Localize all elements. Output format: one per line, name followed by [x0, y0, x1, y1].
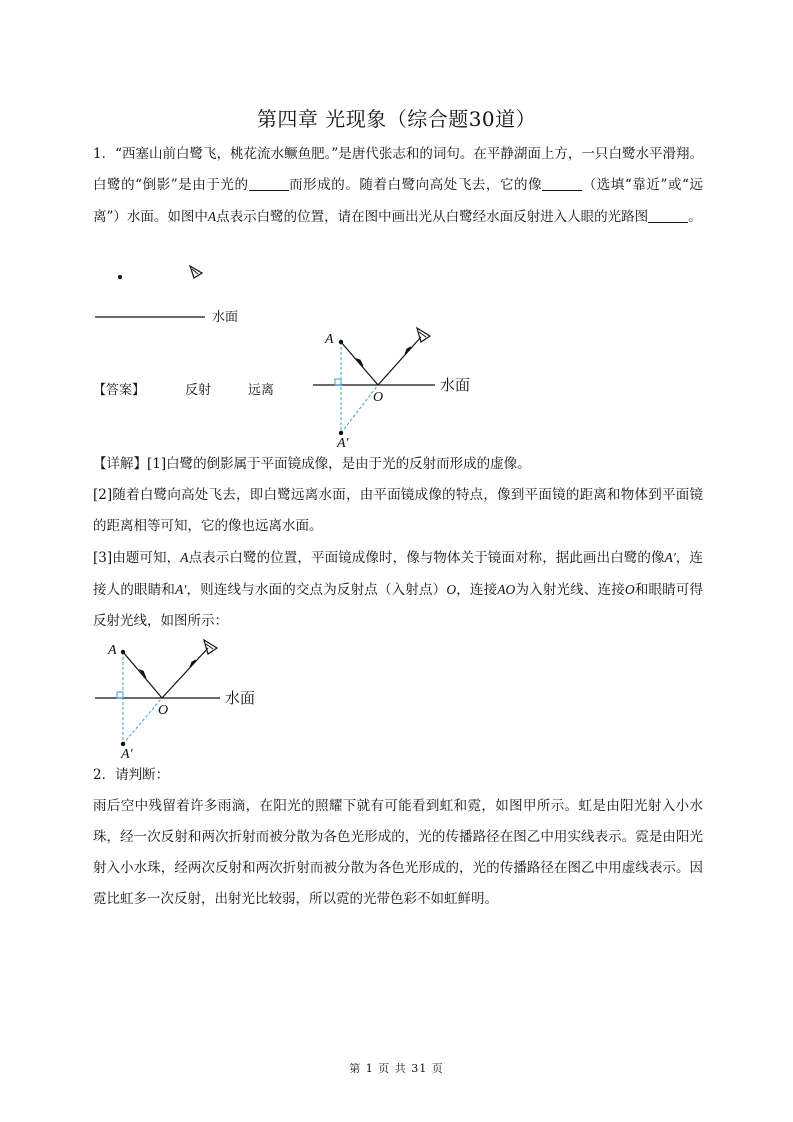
detail-3-c: ，连接人的眼睛和	[93, 550, 704, 598]
page-footer: 第 1 页 共 31 页	[349, 1062, 444, 1075]
q1-text-b: 而形成的。随着白鹭向高处飞去，它的像	[288, 177, 543, 193]
detail-figure	[90, 634, 270, 762]
detail-eye-icon	[204, 640, 217, 654]
answer-right-angle	[335, 379, 341, 385]
detail-2: [2]随着白鹭向高处飞去，即白鹭远离水面，由平面镜成像的特点，像到平面镜的距离和物体到平面镜的距离相等可知，它的像也远离水面。	[93, 487, 703, 534]
detail-right-angle	[117, 692, 123, 698]
detail-point-a2	[121, 742, 125, 746]
answer-reflected-ray	[378, 337, 421, 385]
egret-point	[118, 275, 122, 279]
question-2-title: 2．请判断：	[93, 767, 170, 783]
q1-blank-3	[648, 208, 688, 223]
answer-label-a2: A′	[337, 436, 349, 451]
detail-3-a: [3]由题可知，	[93, 550, 181, 566]
detail-3-v4: O	[446, 582, 457, 597]
q1-blank-2	[542, 176, 582, 191]
detail-3-e: ，连接	[456, 582, 498, 598]
detail-3-v3: A′	[175, 582, 187, 597]
water-label: 水面	[212, 309, 239, 324]
question-1	[93, 139, 703, 233]
answer-point-a	[339, 340, 343, 344]
q1-text-e: 。	[688, 209, 702, 225]
detail-3-v5: AO	[497, 582, 516, 597]
answer-incident-ray	[341, 342, 378, 385]
detail-incident-ray	[123, 652, 162, 698]
detail-label-o: O	[158, 703, 169, 718]
page-title: 第四章 光现象（综合题30道）	[256, 107, 537, 131]
detail-3	[93, 542, 703, 637]
detail-label-a: A	[108, 643, 117, 658]
q1-blank-1	[249, 176, 289, 191]
detail-1: 【详解】[1]白鹭的倒影属于平面镜成像，是由于光的反射而形成的虚像。	[93, 456, 531, 472]
answer-label: 【答案】	[93, 383, 146, 398]
detail-image-ray	[123, 698, 162, 744]
detail-3-v1: A	[180, 550, 189, 565]
q1-var-a: A	[207, 209, 217, 224]
detail-3-f: 为入射光线、连接	[515, 582, 625, 598]
question-figure	[90, 258, 260, 328]
answer-label-a: A	[325, 332, 334, 347]
detail-reflected-ray	[162, 648, 208, 698]
detail-3-b: 点表示白鹭的位置，平面镜成像时，像与物体关于镜面对称，据此画出白鹭的像	[188, 550, 665, 566]
answer-water-label: 水面	[440, 378, 471, 394]
eye-icon	[190, 266, 202, 278]
answer-reflected-arrow	[405, 347, 411, 354]
answer-point-a2	[339, 431, 343, 435]
detail-3-g: 和眼睛可得反射光线，如图所示：	[93, 582, 704, 629]
answer-2: 远离	[248, 383, 275, 398]
answer-label-o: O	[373, 390, 384, 405]
detail-reflected-arrow	[190, 660, 196, 667]
q1-text-c: （选填“靠近”或“远离”）水面。如图中	[93, 177, 703, 225]
q1-text-d: 点表示白鹭的位置，请在图中画出光从白鹭经水面反射进入人眼的光路图	[216, 209, 649, 225]
detail-3-v2: A′	[664, 550, 676, 565]
answer-1: 反射	[185, 383, 212, 398]
detail-3-v6: O	[624, 582, 635, 597]
detail-water-label: 水面	[225, 691, 256, 707]
q1-text-a: 1．“西塞山前白鹭飞，桃花流水鳜鱼肥。”是唐代张志和的词句。在平静湖面上方，一只白鹭水平滑翔。白鹭的“倒影”是由于光的	[93, 146, 703, 193]
answer-figure	[305, 323, 485, 451]
detail-label-a2: A′	[121, 747, 133, 762]
detail-point-a	[121, 650, 125, 654]
question-2-body: 雨后空中残留着许多雨滴，在阳光的照耀下就有可能看到虹和霓，如图甲所示。虹是由阳光射入小水珠，经一次反射和两次折射而被分散为各色光形成的，光的传播路径在图乙中用实线表示。霓是由阳光射入小水珠，经两次反射和两次折射而被分散为各色光形成的，光的传播路径在图乙中用虚线表示。因霓比虹多一次反射，出射光比较弱，所以霓的光带色彩不如虹鲜明。	[93, 798, 703, 907]
detail-3-d: ，则连线与水面的交点为反射点（入射点）	[186, 582, 447, 598]
